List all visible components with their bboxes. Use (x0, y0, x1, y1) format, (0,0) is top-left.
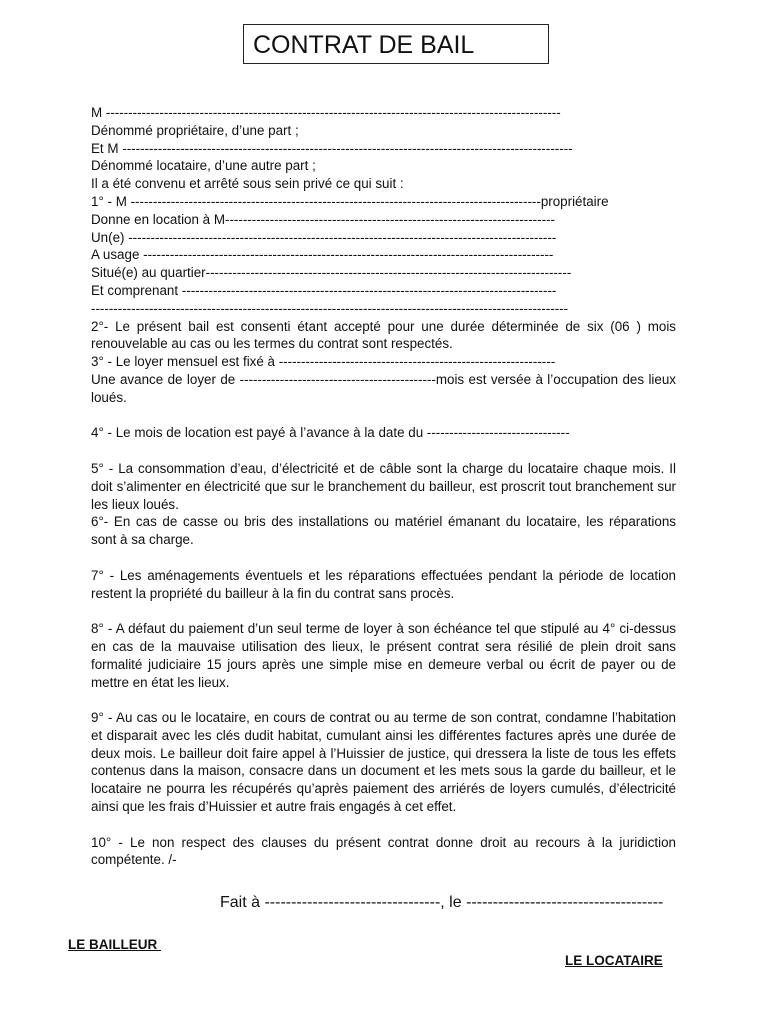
contract-body (91, 104, 676, 869)
clause-9: 9° - Au cas ou le locataire, en cours de contrat ou au terme de son contrat, condamne l’habitation et disparait avec les clés dudit habitat, cumulant ainsi les différentes factures après une durée de deux mois. Le bailleur doit faire appel à l’Huissier de justice, qui dressera la liste de tous les effets contenus dans la maison, consacre dans un document et les mets sous la garde du bailleur, et le locataire ne pourra les récupérés qu’après paiement des arriérés de loyers cumulés, d’électricité ainsi que les frais d’Huissier et autre frais engagés à cet effet. (91, 710, 676, 815)
clause-7: 7° - Les aménagements éventuels et les réparations effectuées pendant la période de location restent la propriété du bailleur à la fin du contrat sans procès. (91, 567, 676, 601)
agreement-line: Il a été convenu et arrêté sous sein privé ce qui suit : (91, 176, 404, 192)
clause-2: 2°- Le présent bail est consenti étant accepté pour une durée déterminée de six (06 ) mois renouvelable au cas ou les termes du contrat sont respectés. (91, 318, 676, 352)
clause-1-blank: ----------------------------------------------------------------------------------------------------------- (91, 300, 569, 316)
clause-8: 8° - A défaut du paiement d’un seul terme de loyer à son échéance tel que stipulé au 4° ci-dessus en cas de la mauvaise utilisation des lieux, le présent contrat sera résilié de plein droit sans formalité judiciaire 15 jours après une simple mise en demeure verbal ou écrit de payer ou de mettre en état les lieux. (91, 621, 676, 690)
clause-1-comprising: Et comprenant ------------------------------------------------------------------------------------ (91, 282, 557, 298)
clause-1-lessee: Donne en location à M-------------------------------------------------------------------------- (91, 211, 555, 227)
owner-line: M ------------------------------------------------------------------------------------------------------ (91, 105, 561, 120)
clause-1-usage: A usage -------------------------------------------------------------------------------------------- (91, 247, 554, 263)
tenant-label: Dénommé locataire, d’une autre part ; (91, 158, 316, 174)
clause-3-advance: Une avance de loyer de --------------------------------------------mois est versée à l’occupation des lieux loués. (91, 371, 676, 405)
tenant-line: Et M ----------------------------------------------------------------------------------------------------- (91, 140, 573, 156)
clause-6: 6°- En cas de casse ou bris des installations ou matériel émanant du locataire, les réparations sont à sa charge. (91, 514, 676, 548)
spacer (91, 691, 676, 709)
clause-4: 4° - Le mois de location est payé à l’avance à la date du -------------------------------- (91, 425, 570, 441)
clause-1-unit: Un(e) ------------------------------------------------------------------------------------------------ (91, 229, 557, 245)
clause-3-rent: 3° - Le loyer mensuel est fixé à -------------------------------------------------------------- (91, 354, 556, 370)
document-title: CONTRAT DE BAIL (243, 24, 549, 64)
clause-1-owner: 1° - M --------------------------------------------------------------------------------------------propriétaire (91, 193, 609, 209)
spacer (91, 816, 676, 834)
clause-5: 5° - La consommation d’eau, d’électricité et de câble sont la charge du locataire chaque mois. Il doit s’alimenter en électricité que sur le branchement du bailleur, est proscrit tout branchement sur les lieux loués. (91, 460, 676, 512)
place-date-line: Fait à ---------------------------------, le ------------------------------------- (220, 894, 664, 911)
spacer (91, 549, 676, 567)
spacer (91, 407, 676, 425)
clause-1-district: Situé(e) au quartier---------------------------------------------------------------------------------- (91, 265, 572, 281)
tenant-signature-label: LE LOCATAIRE (565, 953, 663, 968)
spacer (91, 442, 676, 460)
owner-label: Dénommé propriétaire, d’une part ; (91, 122, 299, 138)
landlord-signature-label: LE BAILLEUR (68, 937, 161, 952)
clause-10: 10° - Le non respect des clauses du présent contrat donne droit au recours à la juridiction compétente. /- (91, 834, 676, 868)
spacer (91, 602, 676, 620)
